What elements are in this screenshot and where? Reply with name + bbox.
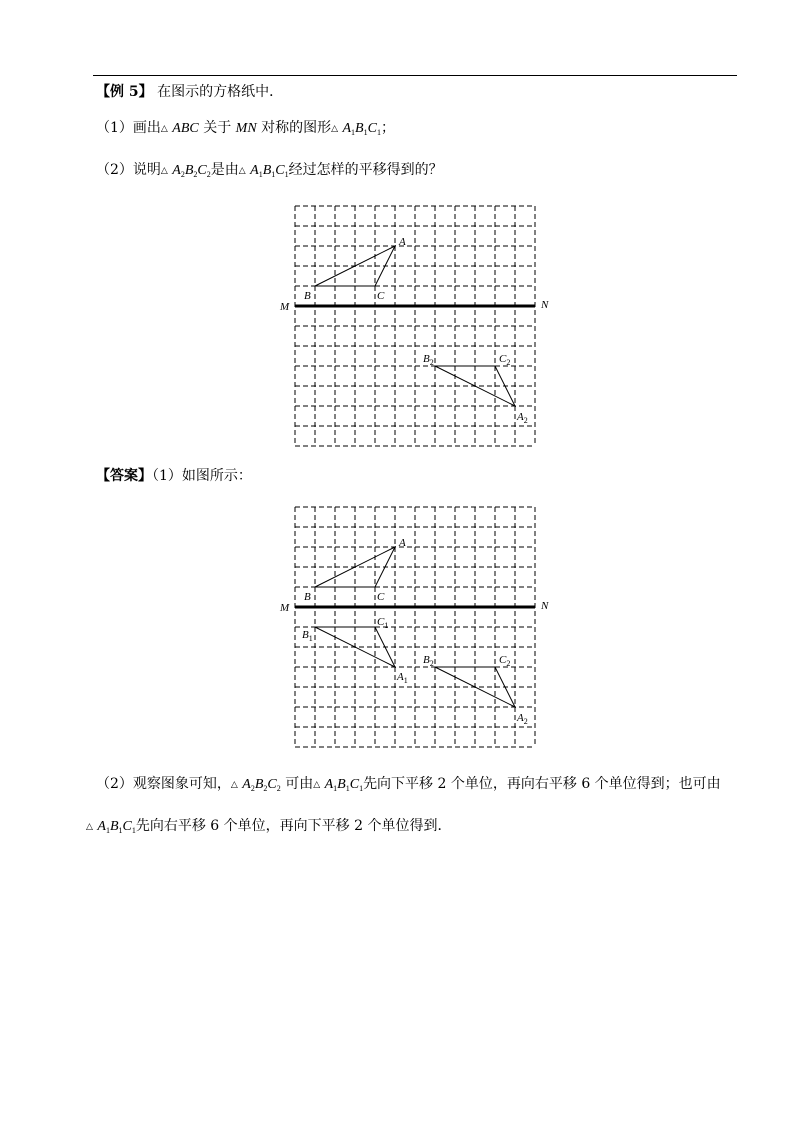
q1-target-triangle: $A_1B_1C_1$ bbox=[342, 121, 381, 137]
q1-axis: MN bbox=[235, 121, 257, 136]
part2-triangle-a1b1c1: $A_1B_1C_1$ bbox=[324, 777, 364, 793]
label-n: N bbox=[541, 600, 549, 612]
label-c: C bbox=[377, 290, 385, 302]
q2-triangle-a2b2c2: $A_2B_2C_2$ bbox=[172, 163, 211, 179]
triangle-symbol: △ bbox=[238, 166, 246, 176]
example-label: 【例 5】 bbox=[96, 84, 153, 100]
question-2 bbox=[96, 160, 443, 185]
label-c: C bbox=[377, 591, 385, 603]
triangle-symbol: △ bbox=[160, 124, 168, 134]
label-c2: $C_2$ bbox=[499, 353, 511, 367]
dashed-grid bbox=[295, 206, 535, 446]
label-a1: $A_1$ bbox=[397, 671, 408, 685]
q2-suffix: 经过怎样的平移得到的？ bbox=[288, 162, 443, 178]
answer-part2-line1 bbox=[96, 774, 721, 799]
label-a2: $A_2$ bbox=[517, 712, 528, 726]
example-heading bbox=[96, 82, 283, 102]
answer-part1: （1）如图所示： bbox=[152, 468, 252, 484]
q1-source-triangle: ABC bbox=[172, 121, 199, 136]
triangle-symbol: △ bbox=[331, 124, 339, 134]
label-a: A bbox=[399, 537, 406, 549]
answer-figure bbox=[270, 497, 560, 757]
answer-label: 【答案】 bbox=[96, 468, 152, 484]
part2-mid: 可由 bbox=[285, 776, 314, 792]
label-m: M bbox=[280, 301, 290, 313]
triangle-symbol: △ bbox=[86, 822, 93, 832]
answer-part2-line2 bbox=[86, 816, 451, 841]
label-m: M bbox=[280, 602, 290, 614]
q2-mid: 是由 bbox=[210, 162, 239, 178]
label-b: B bbox=[304, 591, 311, 603]
example-intro: 在图示的方格纸中． bbox=[157, 84, 284, 100]
label-c1: $C_1$ bbox=[377, 616, 389, 630]
top-rule bbox=[93, 75, 737, 76]
q1-suffix: 对称的图形 bbox=[261, 120, 332, 136]
part2-triangle-a2b2c2: $A_2B_2C_2$ bbox=[242, 777, 281, 793]
q1-end: ； bbox=[380, 120, 395, 136]
label-c2: $C_2$ bbox=[499, 654, 511, 668]
label-a: A bbox=[399, 236, 406, 248]
q2-triangle-a1b1c1: $A_1B_1C_1$ bbox=[250, 163, 289, 179]
label-b1: $B_1$ bbox=[302, 629, 313, 643]
label-a2: $A_2$ bbox=[517, 411, 528, 425]
part2-line2-text: 先向右平移 6 个单位，再向下平移 2 个单位得到． bbox=[135, 818, 452, 834]
question-figure bbox=[270, 196, 560, 456]
part2-line2-triangle-a1b1c1: $A_1B_1C_1$ bbox=[97, 819, 136, 835]
triangle-symbol: △ bbox=[230, 780, 238, 790]
label-b2: $B_2$ bbox=[423, 654, 434, 668]
q2-prefix: （2）说明 bbox=[96, 162, 161, 178]
triangle-symbol: △ bbox=[313, 780, 321, 790]
label-b2: $B_2$ bbox=[423, 353, 434, 367]
triangle-symbol: △ bbox=[160, 166, 168, 176]
answer-heading bbox=[96, 466, 252, 486]
part2-prefix: （2）观察图象可知， bbox=[96, 776, 231, 792]
question-1 bbox=[96, 118, 395, 143]
part2-rest: 先向下平移 2 个单位，再向右平移 6 个单位得到；也可由 bbox=[363, 776, 721, 792]
q1-mid: 关于 bbox=[203, 120, 232, 136]
q1-prefix: （1）画出 bbox=[96, 120, 161, 136]
label-n: N bbox=[541, 299, 549, 311]
label-b: B bbox=[304, 290, 311, 302]
